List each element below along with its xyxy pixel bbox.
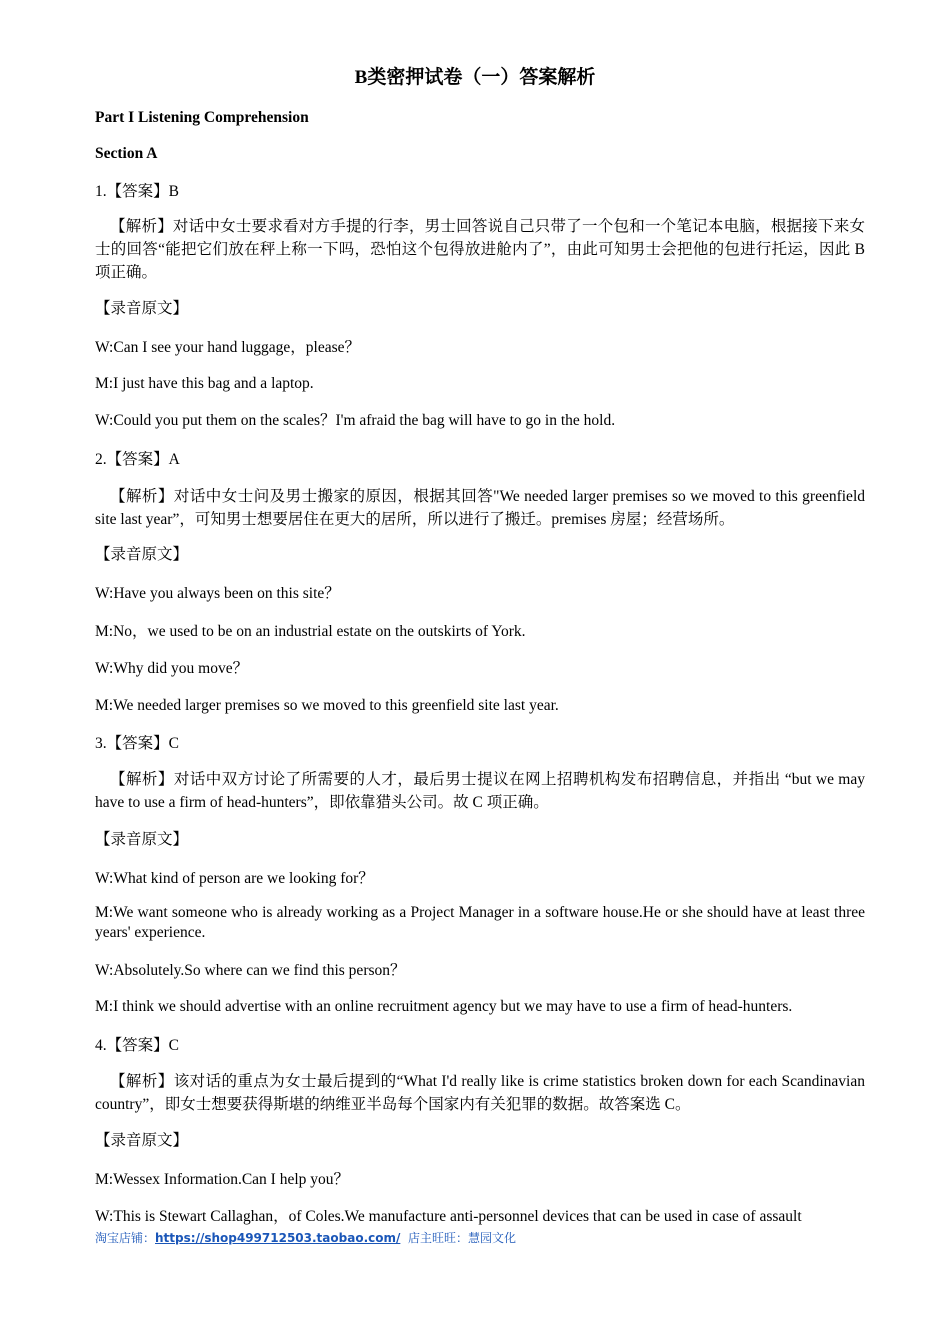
transcript-line: W:This is Stewart Callaghan，of Coles.We manufacture anti-personnel devices that can be used in case of assault (95, 1208, 802, 1225)
recording-label-1: 【录音原文】 (95, 300, 189, 317)
transcript-line: M:We want someone who is already working as a Project Manager in a software house.He or she should have at least three years' experience. (95, 904, 865, 941)
shop-label: 淘宝店铺： (95, 1231, 156, 1245)
transcript-line: M:Wessex Information.Can I help you？ (95, 1171, 350, 1188)
explanation-3: 【解析】对话中双方讨论了所需要的人才，最后男士提议在网上招聘机构发布招聘信息，并指出 “but we may have to use a firm of head-hunters”，即依靠猎头公司。故 C 项正确。 (95, 771, 865, 811)
recording-label-2: 【录音原文】 (95, 546, 189, 563)
recording-label-3: 【录音原文】 (95, 831, 189, 848)
answer-1: 1.【答案】B (95, 183, 179, 200)
transcript-line: M:We needed larger premises so we moved to this greenfield site last year. (95, 697, 559, 714)
transcript-line: M:No，we used to be on an industrial estate on the outskirts of York. (95, 623, 526, 640)
explanation-1: 【解析】对话中女士要求看对方手提的行李，男士回答说自己只带了一个包和一个笔记本电脑，根据接下来女士的回答“能把它们放在秤上称一下吗，恐怕这个包得放进舱内了”，由此可知男士会把他的包进行托运，因此 B 项正确。 (95, 218, 865, 281)
owner-label: 店主旺旺：慧园文化 (408, 1231, 517, 1245)
answer-2: 2.【答案】A (95, 451, 180, 468)
explanation-2: 【解析】对话中女士问及男士搬家的原因，根据其回答"We needed larger premises so we moved to this greenfield site last year”，可知男士想要居住在更大的居所，所以进行了搬迁。premises 房屋；经营场所。 (95, 488, 865, 528)
part-heading: Part I Listening Comprehension (95, 109, 309, 126)
transcript-line: M:I think we should advertise with an online recruitment agency but we may have to use a firm of head-hunters. (95, 998, 793, 1015)
transcript-line: M:I just have this bag and a laptop. (95, 375, 314, 392)
page-footer (95, 1229, 516, 1247)
answer-3: 3.【答案】C (95, 735, 179, 752)
transcript-line: W:Why did you move？ (95, 660, 249, 677)
answer-4: 4.【答案】C (95, 1037, 179, 1054)
transcript-line: W:Absolutely.So where can we find this person？ (95, 962, 406, 979)
shop-link[interactable]: https://shop499712503.taobao.com/ (155, 1231, 401, 1245)
page-title: B类密押试卷（一）答案解析 (354, 67, 596, 88)
section-heading: Section A (95, 145, 158, 162)
transcript-line: W:What kind of person are we looking for？ (95, 870, 374, 887)
explanation-4: 【解析】该对话的重点为女士最后提到的“What I'd really like is crime statistics broken down for each Scandinavian country”，即女士想要获得斯堪的纳维亚半岛每个国家内有关犯罪的数据。故答案选 C。 (95, 1073, 865, 1113)
recording-label-4: 【录音原文】 (95, 1132, 189, 1149)
transcript-line: W:Can I see your hand luggage，please？ (95, 339, 360, 356)
transcript-line: W:Have you always been on this site？ (95, 585, 340, 602)
transcript-line: W:Could you put them on the scales？I'm afraid the bag will have to go in the hold. (95, 412, 616, 429)
